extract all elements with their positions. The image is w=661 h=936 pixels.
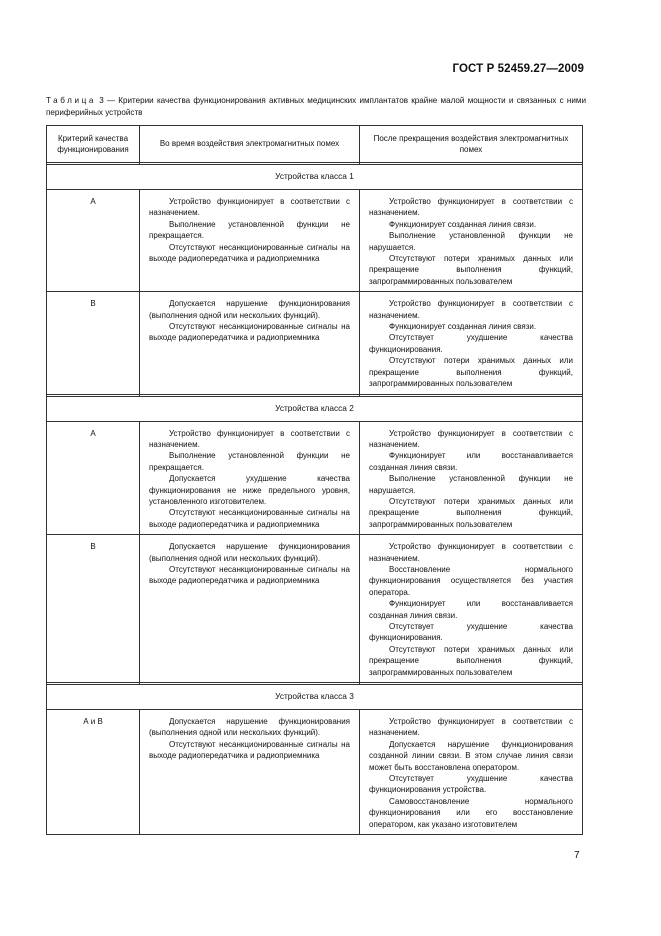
after-paragraph: Функционирует или восстанавливается созданная линия связи.: [369, 451, 573, 472]
during-paragraph: Отсутствуют несанкционированные сигналы на выходе радиопередатчика и радиоприемника: [149, 508, 350, 529]
after-paragraph: Функционирует или восстанавливается созданная линия связи.: [369, 599, 573, 620]
after-paragraph: Устройство функционирует в соответствии с назначением.: [369, 542, 573, 563]
table-row: [47, 190, 583, 292]
column-header-during: Во время воздействия электромагнитных помех: [140, 126, 360, 163]
after-cell: [360, 710, 583, 835]
after-paragraph: Отсутствуют потери хранимых данных или прекращение выполнения функций, запрограммированных пользователем: [369, 644, 573, 677]
after-paragraph: Отсутствуют потери хранимых данных или прекращение выполнения функций, запрограммированных пользователем: [369, 254, 573, 286]
during-cell: [140, 292, 360, 394]
after-paragraph: Устройство функционирует в соответствии с назначением.: [369, 197, 573, 218]
during-cell: [140, 535, 360, 683]
after-cell: [360, 292, 583, 394]
section-header-row: [47, 396, 583, 421]
criterion-cell: А: [47, 421, 140, 535]
after-cell: [360, 535, 583, 683]
after-paragraph: Отсутствует ухудшение качества функционирования.: [369, 333, 573, 354]
after-paragraph: Отсутствуют потери хранимых данных или прекращение выполнения функций, запрограммированных пользователем: [369, 356, 573, 389]
after-cell: [360, 421, 583, 535]
table-body: [47, 163, 583, 835]
criterion-cell: А и В: [47, 710, 140, 835]
during-paragraph: Отсутствуют несанкционированные сигналы на выходе радиопередатчика и радиоприемника: [149, 564, 350, 586]
during-paragraph: Выполнение установленной функции не прекращается.: [149, 219, 350, 241]
table-caption-text: 3 — Критерии качества функционирования активных медицинских имплантатов крайне малой мощности и связанных с ними периферийных устройств: [46, 96, 586, 117]
after-paragraph: Функционирует созданная линия связи.: [389, 322, 537, 332]
after-paragraph: Выполнение установленной функции не нарушается.: [369, 474, 573, 495]
criterion-cell: В: [47, 535, 140, 683]
criterion-cell: В: [47, 292, 140, 394]
column-header-criterion: Критерий качества функционирования: [47, 126, 140, 163]
after-paragraph: Отсутствуют потери хранимых данных или прекращение выполнения функций, запрограммированных пользователем: [369, 496, 573, 529]
table-caption: [46, 95, 586, 119]
during-paragraph: Устройство функционирует в соответствии с назначением.: [149, 197, 350, 218]
document-code: ГОСТ Р 52459.27—2009: [452, 63, 584, 75]
table-row: [47, 710, 583, 835]
criterion-cell: А: [47, 190, 140, 292]
table-row: [47, 535, 583, 683]
during-cell: [140, 190, 360, 292]
after-paragraph: Отсутствует ухудшение качества функционирования устройства.: [369, 774, 573, 795]
during-paragraph: Допускается нарушение функционирования (выполнения одной или нескольких функций).: [149, 542, 350, 563]
criteria-table: [46, 125, 583, 835]
section-header-row: [47, 685, 583, 710]
table-header-row: [47, 126, 583, 163]
during-paragraph: Отсутствуют несанкционированные сигналы на выходе радиопередатчика и радиоприемника: [149, 242, 350, 264]
during-paragraph: Выполнение установленной функции не прекращается.: [149, 451, 350, 472]
during-cell: [140, 421, 360, 535]
section-title: Устройства класса 2: [47, 396, 583, 421]
during-paragraph: Устройство функционирует в соответствии с назначением.: [149, 428, 350, 449]
section-header-row: [47, 165, 583, 190]
section-title: Устройства класса 3: [47, 685, 583, 710]
table-caption-label: Таблица: [46, 96, 96, 105]
during-paragraph: Отсутствуют несанкционированные сигналы на выходе радиопередатчика и радиоприемника: [149, 739, 350, 761]
column-header-after: После прекращения воздействия электромагнитных помех: [360, 126, 583, 163]
after-paragraph: Устройство функционирует в соответствии с назначением.: [369, 717, 573, 738]
after-paragraph: Устройство функционирует в соответствии с назначением.: [369, 428, 573, 449]
during-paragraph: Допускается нарушение функционирования (выполнения одной или нескольких функций).: [149, 299, 350, 320]
table-row: [47, 292, 583, 394]
after-paragraph: Самовосстановление нормального функционирования или его восстановление оператором, как указано изготовителем: [369, 796, 573, 829]
during-paragraph: Отсутствуют несанкционированные сигналы на выходе радиопередатчика и радиоприемника: [149, 322, 350, 343]
table-row: [47, 421, 583, 535]
page-number: 7: [574, 850, 580, 861]
after-paragraph: Устройство функционирует в соответствии с назначением.: [369, 299, 573, 320]
section-title: Устройства класса 1: [47, 165, 583, 190]
after-paragraph: Допускается нарушение функционирования созданной линии связи. В этом случае линия связи может быть восстановлена оператором.: [369, 739, 573, 772]
after-cell: [360, 190, 583, 292]
during-cell: [140, 710, 360, 835]
during-paragraph: Допускается нарушение функционирования (выполнения одной или нескольких функций).: [149, 717, 350, 738]
after-paragraph: Отсутствует ухудшение качества функционирования.: [369, 622, 573, 643]
after-paragraph: Восстановление нормального функционирования осуществляется без участия оператора.: [369, 564, 573, 597]
after-paragraph: Выполнение установленной функции не нарушается.: [369, 231, 573, 252]
during-paragraph: Допускается ухудшение качества функционирования не ниже предельного уровня, установленного изготовителем.: [149, 474, 350, 506]
after-paragraph: Функционирует созданная линия связи.: [389, 219, 537, 229]
